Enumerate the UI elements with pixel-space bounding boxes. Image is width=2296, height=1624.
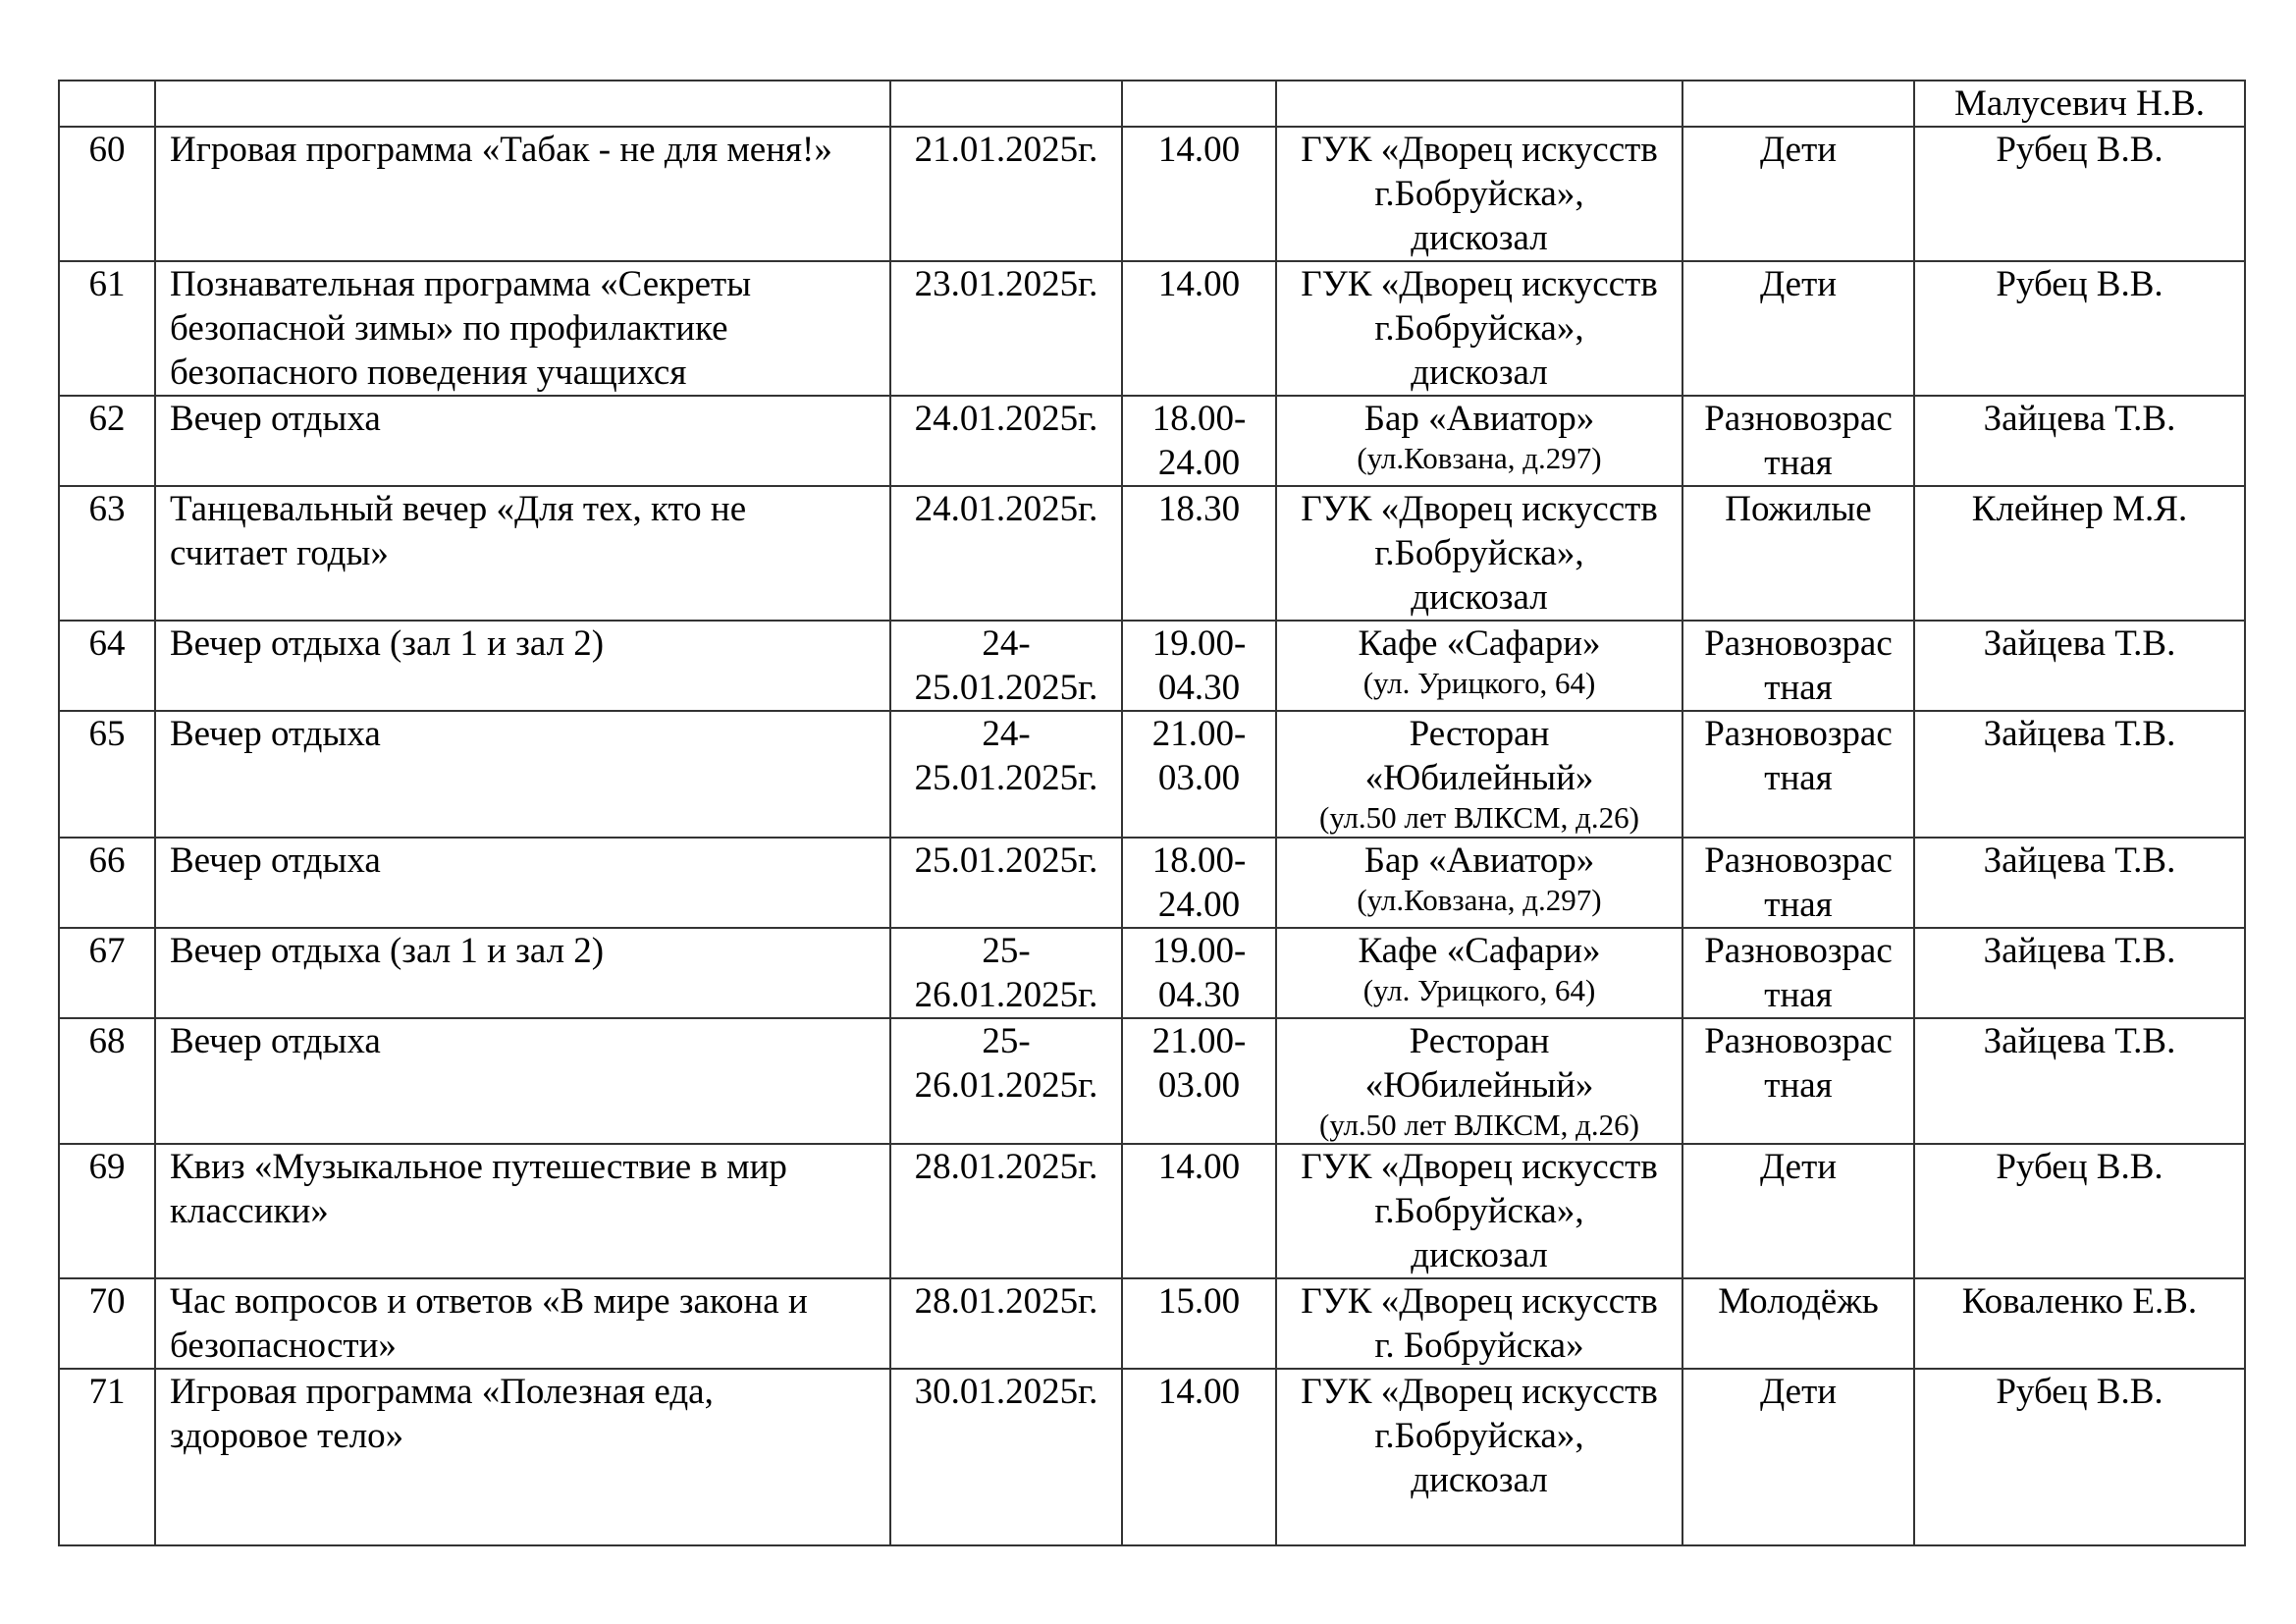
time-line: 18.00- bbox=[1151, 399, 1247, 439]
cell-event-title bbox=[155, 838, 890, 928]
place-line: г.Бобруйска», bbox=[1374, 533, 1584, 573]
cell-number: 65 bbox=[59, 711, 155, 838]
title-line: безопасного поведения учащихся bbox=[170, 352, 687, 393]
cell-time bbox=[1122, 711, 1276, 838]
title-line: безопасности» bbox=[170, 1326, 397, 1366]
date-line: 28.01.2025г. bbox=[914, 1281, 1098, 1322]
cell-number: 70 bbox=[59, 1278, 155, 1369]
date-line: 30.01.2025г. bbox=[914, 1372, 1098, 1412]
date-line: 25- bbox=[982, 1021, 1031, 1061]
place-line: Кафе «Сафари» bbox=[1358, 623, 1601, 664]
title-line: Игровая программа «Полезная еда, bbox=[170, 1372, 714, 1412]
place-line: ГУК «Дворец искусств bbox=[1301, 1147, 1658, 1187]
time-line: 24.00 bbox=[1157, 885, 1241, 925]
title-line: Вечер отдыха bbox=[170, 1021, 381, 1061]
table-row bbox=[59, 81, 2245, 127]
audience-line: тная bbox=[1764, 1065, 1833, 1106]
place-line: Бар «Авиатор» bbox=[1363, 840, 1595, 881]
cell-number: 71 bbox=[59, 1369, 155, 1545]
cell-venue bbox=[1276, 928, 1682, 1018]
title-line: Час вопросов и ответов «В мире закона и bbox=[170, 1281, 808, 1322]
cell-responsible: Зайцева Т.В. bbox=[1914, 396, 2245, 486]
cell-venue bbox=[1276, 1144, 1682, 1278]
table-row bbox=[59, 396, 2245, 486]
audience-line: Разновозрас bbox=[1704, 399, 1893, 439]
place-line: дискозал bbox=[1411, 1235, 1548, 1275]
venue-address: (ул. Урицкого, 64) bbox=[1362, 973, 1596, 1007]
title-line: Квиз «Музыкальное путешествие в мир bbox=[170, 1147, 787, 1187]
cell-time bbox=[1122, 1018, 1276, 1144]
audience-line: Разновозрас bbox=[1704, 1021, 1893, 1061]
place-line: Бар «Авиатор» bbox=[1363, 399, 1595, 439]
cell-time bbox=[1122, 1369, 1276, 1545]
place-line: г. Бобруйска» bbox=[1374, 1326, 1584, 1366]
cell-date bbox=[890, 621, 1122, 711]
cell-responsible: Зайцева Т.В. bbox=[1914, 711, 2245, 838]
table-row bbox=[59, 1278, 2245, 1369]
venue-address: (ул.50 лет ВЛКСМ, д.26) bbox=[1319, 1108, 1639, 1142]
cell-number: 64 bbox=[59, 621, 155, 711]
table-row bbox=[59, 261, 2245, 396]
cell-time bbox=[1122, 81, 1276, 127]
cell-time bbox=[1122, 396, 1276, 486]
cell-venue bbox=[1276, 711, 1682, 838]
cell-audience bbox=[1682, 711, 1914, 838]
table-row bbox=[59, 1018, 2245, 1144]
audience-line: Пожилые bbox=[1725, 489, 1872, 529]
cell-time bbox=[1122, 127, 1276, 261]
cell-venue bbox=[1276, 621, 1682, 711]
time-line: 18.30 bbox=[1157, 489, 1241, 529]
audience-line: Разновозрас bbox=[1704, 840, 1893, 881]
events-schedule-table bbox=[58, 80, 2246, 1546]
cell-responsible: Малусевич Н.В. bbox=[1914, 81, 2245, 127]
cell-date bbox=[890, 1018, 1122, 1144]
cell-venue bbox=[1276, 486, 1682, 621]
venue-address: (ул. Урицкого, 64) bbox=[1362, 666, 1596, 700]
table-row bbox=[59, 838, 2245, 928]
cell-audience bbox=[1682, 396, 1914, 486]
date-line: 28.01.2025г. bbox=[914, 1147, 1098, 1187]
audience-line: Дети bbox=[1759, 264, 1838, 304]
cell-responsible: Рубец В.В. bbox=[1914, 127, 2245, 261]
date-line: 23.01.2025г. bbox=[914, 264, 1098, 304]
cell-venue bbox=[1276, 127, 1682, 261]
cell-date bbox=[890, 127, 1122, 261]
place-line: ГУК «Дворец искусств bbox=[1301, 130, 1658, 170]
cell-number: 62 bbox=[59, 396, 155, 486]
title-line: Вечер отдыха (зал 1 и зал 2) bbox=[170, 931, 605, 971]
place-line: «Юбилейный» bbox=[1364, 1065, 1594, 1106]
time-line: 19.00- bbox=[1151, 931, 1247, 971]
table-row bbox=[59, 621, 2245, 711]
cell-venue bbox=[1276, 81, 1682, 127]
table-row bbox=[59, 1144, 2245, 1278]
time-line: 15.00 bbox=[1157, 1281, 1241, 1322]
audience-line: тная bbox=[1764, 975, 1833, 1015]
audience-line: Разновозрас bbox=[1704, 623, 1893, 664]
cell-venue bbox=[1276, 1018, 1682, 1144]
audience-line: тная bbox=[1764, 443, 1833, 483]
audience-line: Разновозрас bbox=[1704, 931, 1893, 971]
cell-number: 67 bbox=[59, 928, 155, 1018]
cell-venue bbox=[1276, 396, 1682, 486]
title-line: считает годы» bbox=[170, 533, 389, 573]
cell-venue bbox=[1276, 1278, 1682, 1369]
time-line: 19.00- bbox=[1151, 623, 1247, 664]
table-body bbox=[59, 81, 2245, 1545]
date-line: 24- bbox=[982, 714, 1031, 754]
cell-responsible: Зайцева Т.В. bbox=[1914, 838, 2245, 928]
cell-event-title bbox=[155, 127, 890, 261]
place-line: ГУК «Дворец искусств bbox=[1301, 1372, 1658, 1412]
cell-event-title bbox=[155, 1369, 890, 1545]
cell-responsible: Зайцева Т.В. bbox=[1914, 1018, 2245, 1144]
time-line: 18.00- bbox=[1151, 840, 1247, 881]
audience-line: Дети bbox=[1759, 130, 1838, 170]
audience-line: тная bbox=[1764, 758, 1833, 798]
date-line: 24.01.2025г. bbox=[914, 399, 1098, 439]
cell-time bbox=[1122, 621, 1276, 711]
table-row bbox=[59, 486, 2245, 621]
cell-responsible: Коваленко Е.В. bbox=[1914, 1278, 2245, 1369]
title-line: Вечер отдыха bbox=[170, 399, 381, 439]
cell-event-title bbox=[155, 1278, 890, 1369]
cell-event-title bbox=[155, 1144, 890, 1278]
place-line: г.Бобруйска», bbox=[1374, 1416, 1584, 1456]
cell-venue bbox=[1276, 1369, 1682, 1545]
place-line: дискозал bbox=[1411, 577, 1548, 618]
cell-time bbox=[1122, 261, 1276, 396]
cell-event-title bbox=[155, 711, 890, 838]
cell-responsible: Клейнер М.Я. bbox=[1914, 486, 2245, 621]
date-line: 25.01.2025г. bbox=[914, 668, 1098, 708]
date-line: 21.01.2025г. bbox=[914, 130, 1098, 170]
venue-address: (ул.50 лет ВЛКСМ, д.26) bbox=[1319, 800, 1639, 835]
cell-audience bbox=[1682, 1278, 1914, 1369]
cell-audience bbox=[1682, 928, 1914, 1018]
place-line: Ресторан bbox=[1409, 714, 1550, 754]
cell-audience bbox=[1682, 81, 1914, 127]
cell-number bbox=[59, 81, 155, 127]
date-line: 25- bbox=[982, 931, 1031, 971]
title-line: Вечер отдыха (зал 1 и зал 2) bbox=[170, 623, 605, 664]
cell-event-title bbox=[155, 1018, 890, 1144]
table-row bbox=[59, 1369, 2245, 1545]
time-line: 14.00 bbox=[1157, 1147, 1241, 1187]
time-line: 14.00 bbox=[1157, 264, 1241, 304]
place-line: дискозал bbox=[1411, 1460, 1548, 1500]
cell-date bbox=[890, 261, 1122, 396]
time-line: 04.30 bbox=[1157, 668, 1241, 708]
cell-time bbox=[1122, 928, 1276, 1018]
cell-event-title bbox=[155, 396, 890, 486]
cell-date bbox=[890, 838, 1122, 928]
cell-date bbox=[890, 711, 1122, 838]
cell-date bbox=[890, 1369, 1122, 1545]
title-line: безопасной зимы» по профилактике bbox=[170, 308, 728, 349]
audience-line: Молодёжь bbox=[1718, 1281, 1879, 1322]
cell-time bbox=[1122, 486, 1276, 621]
cell-audience bbox=[1682, 1369, 1914, 1545]
place-line: ГУК «Дворец искусств bbox=[1301, 489, 1658, 529]
cell-date bbox=[890, 486, 1122, 621]
cell-number: 60 bbox=[59, 127, 155, 261]
date-line: 25.01.2025г. bbox=[914, 840, 1098, 881]
time-line: 21.00- bbox=[1151, 714, 1247, 754]
place-line: ГУК «Дворец искусств bbox=[1301, 264, 1658, 304]
place-line: Кафе «Сафари» bbox=[1358, 931, 1601, 971]
place-line: «Юбилейный» bbox=[1364, 758, 1594, 798]
cell-number: 69 bbox=[59, 1144, 155, 1278]
cell-venue bbox=[1276, 261, 1682, 396]
cell-audience bbox=[1682, 621, 1914, 711]
time-line: 04.30 bbox=[1157, 975, 1241, 1015]
title-line: Вечер отдыха bbox=[170, 840, 381, 881]
place-line: ГУК «Дворец искусств bbox=[1301, 1281, 1658, 1322]
cell-time bbox=[1122, 838, 1276, 928]
cell-event-title bbox=[155, 621, 890, 711]
time-line: 14.00 bbox=[1157, 130, 1241, 170]
audience-line: Дети bbox=[1759, 1372, 1838, 1412]
audience-line: Дети bbox=[1759, 1147, 1838, 1187]
cell-audience bbox=[1682, 261, 1914, 396]
cell-event-title bbox=[155, 486, 890, 621]
time-line: 24.00 bbox=[1157, 443, 1241, 483]
title-line: Вечер отдыха bbox=[170, 714, 381, 754]
title-line: классики» bbox=[170, 1191, 329, 1231]
cell-date bbox=[890, 1144, 1122, 1278]
cell-responsible: Зайцева Т.В. bbox=[1914, 928, 2245, 1018]
cell-time bbox=[1122, 1278, 1276, 1369]
time-line: 21.00- bbox=[1151, 1021, 1247, 1061]
cell-audience bbox=[1682, 1018, 1914, 1144]
cell-number: 68 bbox=[59, 1018, 155, 1144]
cell-date bbox=[890, 1278, 1122, 1369]
date-line: 26.01.2025г. bbox=[914, 975, 1098, 1015]
cell-responsible: Рубец В.В. bbox=[1914, 261, 2245, 396]
cell-time bbox=[1122, 1144, 1276, 1278]
date-line: 25.01.2025г. bbox=[914, 758, 1098, 798]
cell-event-title bbox=[155, 81, 890, 127]
cell-date bbox=[890, 928, 1122, 1018]
title-line: Познавательная программа «Секреты bbox=[170, 264, 752, 304]
title-line: здоровое тело» bbox=[170, 1416, 404, 1456]
place-line: г.Бобруйска», bbox=[1374, 308, 1584, 349]
cell-date bbox=[890, 81, 1122, 127]
cell-audience bbox=[1682, 838, 1914, 928]
time-line: 14.00 bbox=[1157, 1372, 1241, 1412]
venue-address: (ул.Ковзана, д.297) bbox=[1357, 883, 1602, 917]
cell-audience bbox=[1682, 1144, 1914, 1278]
cell-responsible: Зайцева Т.В. bbox=[1914, 621, 2245, 711]
cell-date bbox=[890, 396, 1122, 486]
place-line: г.Бобруйска», bbox=[1374, 1191, 1584, 1231]
cell-audience bbox=[1682, 486, 1914, 621]
place-line: дискозал bbox=[1411, 352, 1548, 393]
venue-address: (ул.Ковзана, д.297) bbox=[1357, 441, 1602, 475]
cell-number: 66 bbox=[59, 838, 155, 928]
table-row bbox=[59, 928, 2245, 1018]
date-line: 26.01.2025г. bbox=[914, 1065, 1098, 1106]
time-line: 03.00 bbox=[1157, 1065, 1241, 1106]
place-line: г.Бобруйска», bbox=[1374, 174, 1584, 214]
place-line: дискозал bbox=[1411, 218, 1548, 258]
audience-line: тная bbox=[1764, 668, 1833, 708]
time-line: 03.00 bbox=[1157, 758, 1241, 798]
title-line: Танцевальный вечер «Для тех, кто не bbox=[170, 489, 747, 529]
place-line: Ресторан bbox=[1409, 1021, 1550, 1061]
cell-event-title bbox=[155, 261, 890, 396]
cell-number: 61 bbox=[59, 261, 155, 396]
cell-number: 63 bbox=[59, 486, 155, 621]
cell-venue bbox=[1276, 838, 1682, 928]
date-line: 24.01.2025г. bbox=[914, 489, 1098, 529]
audience-line: Разновозрас bbox=[1704, 714, 1893, 754]
cell-audience bbox=[1682, 127, 1914, 261]
title-line: Игровая программа «Табак - не для меня!» bbox=[170, 130, 832, 170]
cell-responsible: Рубец В.В. bbox=[1914, 1369, 2245, 1545]
cell-responsible: Рубец В.В. bbox=[1914, 1144, 2245, 1278]
audience-line: тная bbox=[1764, 885, 1833, 925]
table-row bbox=[59, 711, 2245, 838]
date-line: 24- bbox=[982, 623, 1031, 664]
table-row bbox=[59, 127, 2245, 261]
cell-event-title bbox=[155, 928, 890, 1018]
